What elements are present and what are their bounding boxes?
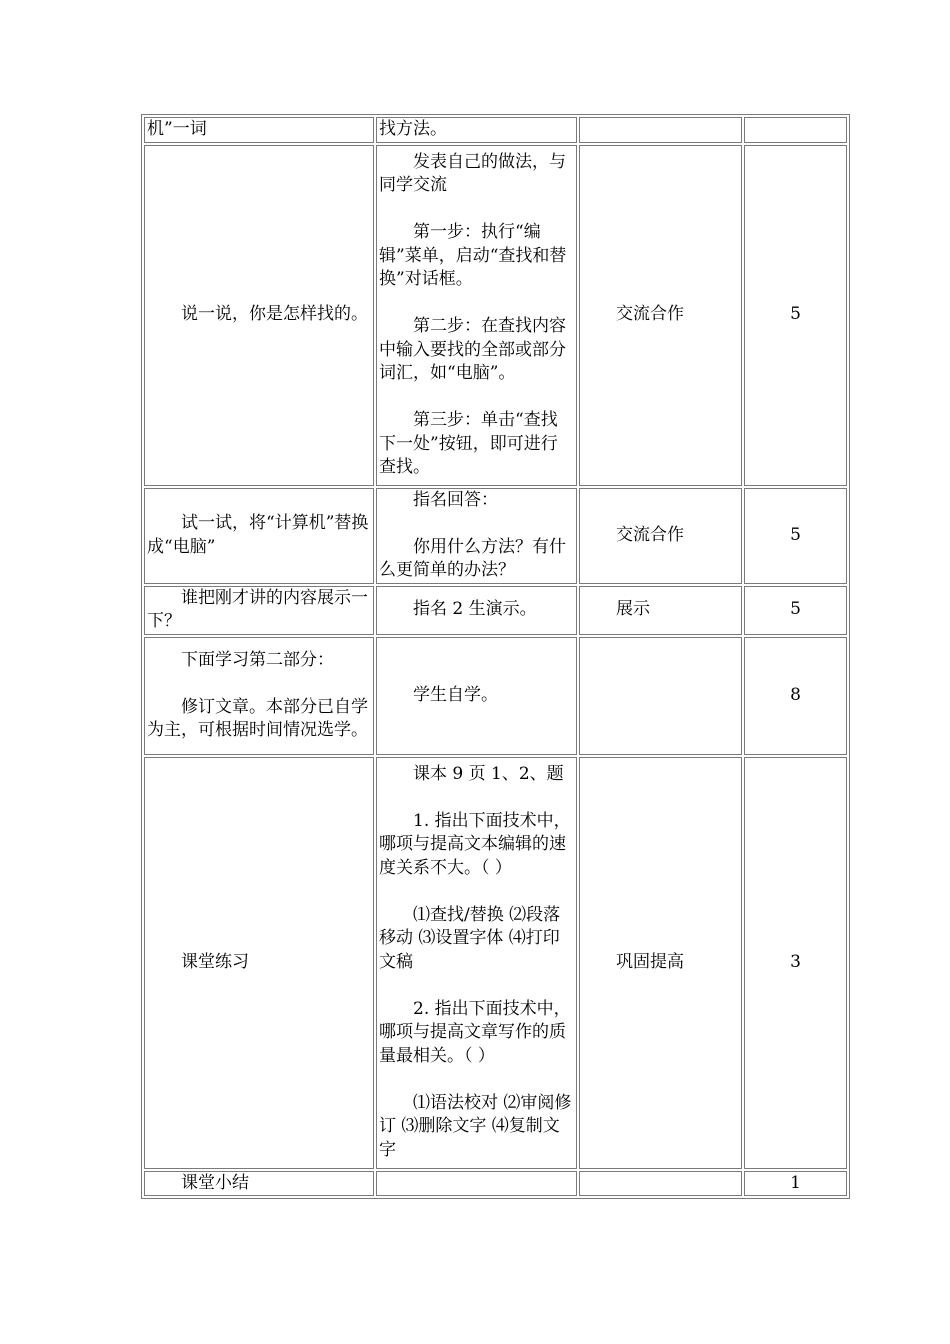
cell-text: 指名回答：: [413, 489, 498, 510]
cell-text: 发表自己的做法，与同学交流: [379, 151, 566, 195]
cell-text: 机”一词: [147, 119, 207, 139]
cell-text: 说一说，你是怎样找的。: [181, 304, 368, 325]
cell-text: 谁把刚才讲的内容展示一下？: [147, 587, 368, 631]
purpose-cell: [579, 117, 742, 143]
activity-cell: [144, 1171, 374, 1197]
student-cell: [376, 1171, 577, 1197]
student-cell: [376, 117, 577, 143]
minutes-cell: 5: [744, 586, 847, 635]
lesson-plan-table: [141, 114, 850, 1199]
cell-text: 找方法。: [379, 119, 447, 139]
table-row: [144, 637, 847, 755]
purpose-cell: 交流合作: [579, 145, 742, 486]
student-cell: [376, 757, 577, 1169]
cell-text: 课堂小结: [181, 1172, 249, 1193]
table-row: [144, 117, 847, 143]
activity-cell: [144, 586, 374, 635]
cell-text: 指名 2 生演示。: [413, 599, 537, 620]
table-row: [144, 1171, 847, 1197]
cell-text: 1. 指出下面技术中，哪项与提高文本编辑的速度关系不大。（ ）: [379, 810, 571, 878]
cell-text: ⑴语法校对 ⑵审阅修订 ⑶删除文字 ⑷复制文字: [379, 1092, 572, 1160]
cell-text: 课本 9 页 1、2、题: [413, 763, 564, 784]
student-cell: [376, 145, 577, 486]
minutes-cell: [744, 117, 847, 143]
activity-cell: [144, 757, 374, 1169]
student-cell: [376, 637, 577, 755]
activity-cell: [144, 488, 374, 584]
minutes-cell: 5: [744, 488, 847, 584]
cell-text: 下面学习第二部分：: [181, 649, 334, 670]
cell-text: 2. 指出下面技术中，哪项与提高文章写作的质量最相关。（ ）: [379, 998, 571, 1066]
cell-text: 学生自学。: [413, 684, 498, 705]
minutes-cell: 1: [744, 1171, 847, 1197]
student-cell: [376, 488, 577, 584]
student-cell: [376, 586, 577, 635]
activity-cell: [144, 117, 374, 143]
purpose-cell: 巩固提高: [579, 757, 742, 1169]
cell-text: 课堂练习: [181, 951, 249, 972]
purpose-cell: [579, 637, 742, 755]
activity-cell: [144, 637, 374, 755]
minutes-cell: 5: [744, 145, 847, 486]
table-row: [144, 586, 847, 635]
cell-text: ⑴查找/替换 ⑵段落移动 ⑶设置字体 ⑷打印文稿: [379, 904, 561, 972]
minutes-cell: 8: [744, 637, 847, 755]
purpose-cell: 交流合作: [579, 488, 742, 584]
purpose-cell: 展示: [579, 586, 742, 635]
cell-text: 你用什么方法？有什么更简单的办法？: [379, 536, 566, 580]
activity-cell: [144, 145, 374, 486]
cell-text: 第二步：在查找内容中输入要找的全部或部分词汇，如“电脑”。: [379, 316, 566, 383]
table-row: [144, 145, 847, 486]
minutes-cell: 3: [744, 757, 847, 1169]
table-row: [144, 488, 847, 584]
table-row: [144, 757, 847, 1169]
cell-text: 第三步：单击“查找下一处”按钮，即可进行查找。: [379, 410, 558, 477]
cell-text: 修订文章。本部分已自学为主，可根据时间情况选学。: [147, 696, 368, 740]
cell-text: 第一步：执行“编辑”菜单，启动“查找和替换”对话框。: [379, 222, 567, 289]
cell-text: 试一试，将“计算机”替换成“电脑”: [147, 513, 369, 557]
purpose-cell: [579, 1171, 742, 1197]
